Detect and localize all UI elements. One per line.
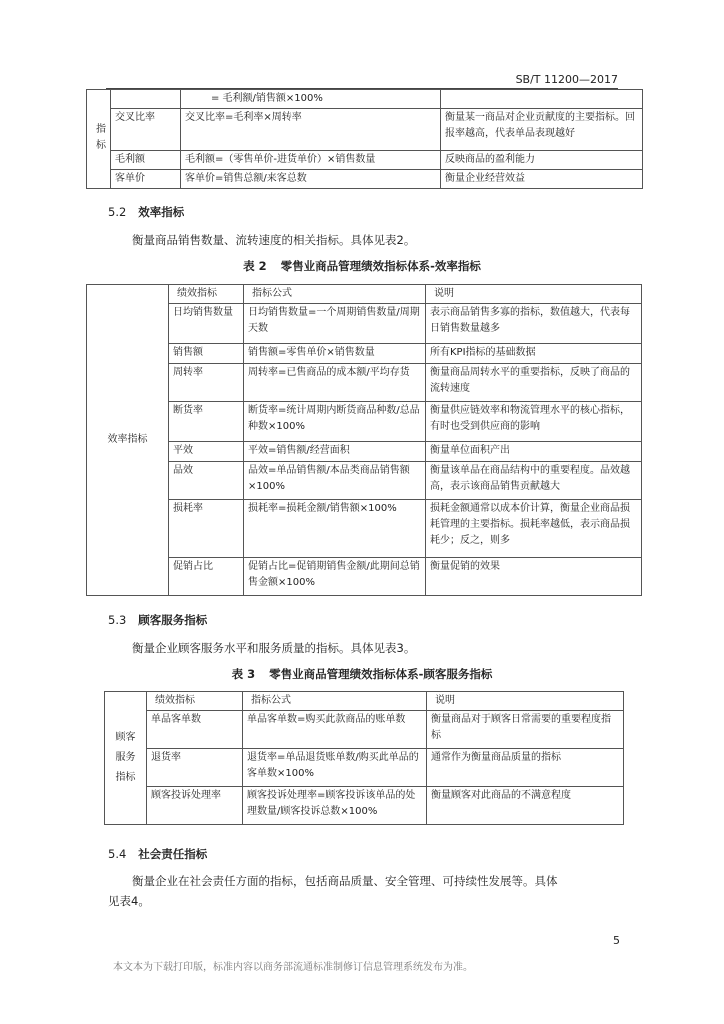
table2-formula: 断货率=统计周期内断货商品种数/总品种数×100% [244,402,426,442]
table-row [87,344,642,364]
table-3 [104,691,624,825]
table2-formula: 品效=单品销售额/本品类商品销售额×100% [244,462,426,500]
table2-formula: 平效=销售额/经营面积 [244,442,426,462]
caption-text: 零售业商品管理绩效指标体系-顾客服务指标 [269,667,493,681]
table-row [87,402,642,442]
caption-number: 表 3 [231,667,256,681]
table1-formula: 交叉比率=毛利率×周转率 [181,109,441,151]
table2-name: 周转率 [169,364,244,402]
section-title: 顾客服务指标 [138,613,208,627]
section-number: 5.3 [108,613,127,627]
table1-desc: 反映商品的盈利能力 [441,151,643,170]
table3-name: 单品客单数 [147,711,243,749]
column-header: 指标公式 [244,285,426,304]
table2-name: 品效 [169,462,244,500]
table-1 [86,89,643,189]
caption-number: 表 2 [243,259,267,273]
table2-desc: 损耗金额通常以成本价计算，衡量企业商品损耗管理的主要指标。损耗率越低，表示商品损耗少；反之，则多 [426,500,642,558]
table2-name: 平效 [169,442,244,462]
table3-formula: 顾客投诉处理率=顾客投诉该单品的处理数量/顾客投诉总数×100% [243,787,427,825]
table-2-caption [0,258,724,274]
table2-desc: 衡量该单品在商品结构中的重要程度。品效越高，表示该商品销售贡献越大 [426,462,642,500]
table-header-row [105,692,624,711]
footer-notice: 本文本为下载打印版，标准内容以商务部流通标准制修订信息管理系统发布为准。 [113,962,473,973]
section-5-4-heading [108,846,207,862]
table1-name: 客单价 [111,170,181,189]
section-title: 效率指标 [138,205,185,219]
table2-desc: 衡量促销的效果 [426,558,642,596]
table-row [105,749,624,787]
section-5-2-paragraph: 衡量商品销售数量、流转速度的相关指标。具体见表2。 [132,233,416,247]
table-2 [86,284,642,596]
column-header: 绩效指标 [169,285,244,304]
table-row [87,109,643,151]
section-title: 社会责任指标 [138,847,208,861]
table-row [87,364,642,402]
table2-formula: 周转率=已售商品的成本额/平均存货 [244,364,426,402]
table-row [87,90,643,109]
table3-desc: 衡量顾客对此商品的不满意程度 [427,787,624,825]
table2-name: 日均销售数量 [169,304,244,344]
section-5-3-paragraph: 衡量企业顾客服务水平和服务质量的指标。具体见表3。 [132,641,416,655]
table2-desc: 表示商品销售多寡的指标，数值越大，代表每日销售数量越多 [426,304,642,344]
column-header: 绩效指标 [147,692,243,711]
section-5-4-paragraph-line1: 衡量企业在社会责任方面的指标，包括商品质量、安全管理、可持续性发展等。具体 [132,874,558,888]
section-number: 5.4 [108,847,127,861]
table2-name: 断货率 [169,402,244,442]
table3-formula: 单品客单数=购买此款商品的账单数 [243,711,427,749]
table-row [87,462,642,500]
table3-name: 顾客投诉处理率 [147,787,243,825]
standard-code: SB/T 11200—2017 [515,73,618,86]
section-number: 5.2 [108,205,127,219]
table3-formula: 退货率=单品退货账单数/购买此单品的客单数×100% [243,749,427,787]
table3-desc: 通常作为衡量商品质量的指标 [427,749,624,787]
table-row [87,170,643,189]
caption-text: 零售业商品管理绩效指标体系-效率指标 [280,259,481,273]
table2-formula: 销售额=零售单价×销售数量 [244,344,426,364]
table-row [87,304,642,344]
table2-name: 销售额 [169,344,244,364]
table1-desc [441,90,643,109]
table3-desc: 衡量商品对于顾客日常需要的重要程度指标 [427,711,624,749]
table-row [87,151,643,170]
page-number: 5 [613,934,620,947]
table1-desc: 衡量某一商品对企业贡献度的主要指标。回报率越高，代表单品表现越好 [441,109,643,151]
table1-desc: 衡量企业经营效益 [441,170,643,189]
table2-name: 促销占比 [169,558,244,596]
table1-formula: 客单价=销售总额/来客总数 [181,170,441,189]
table1-category: 指标 [87,90,111,189]
table-3-caption [0,666,724,682]
table-row [87,500,642,558]
table2-desc: 衡量商品周转水平的重要指标，反映了商品的流转速度 [426,364,642,402]
table1-name: 毛利额 [111,151,181,170]
table2-name: 损耗率 [169,500,244,558]
table-header-row [87,285,642,304]
table-row [87,558,642,596]
table3-category: 顾客服务指标 [105,692,147,825]
table1-name: 交叉比率 [111,109,181,151]
section-5-4-paragraph-line2: 见表4。 [108,894,150,908]
table1-formula: = 毛利额/销售额×100% [181,90,441,109]
table-row [105,787,624,825]
table2-formula: 损耗率=损耗金额/销售额×100% [244,500,426,558]
table-row [87,442,642,462]
table2-desc: 衡量单位面积产出 [426,442,642,462]
column-header: 说明 [426,285,642,304]
table2-desc: 衡量供应链效率和物流管理水平的核心指标，有时也受到供应商的影响 [426,402,642,442]
table1-name [111,90,181,109]
column-header: 说明 [427,692,624,711]
section-5-2-heading [108,204,184,220]
table2-formula: 日均销售数量=一个周期销售数量/周期天数 [244,304,426,344]
table2-formula: 促销占比=促销期销售金额/此期间总销售金额×100% [244,558,426,596]
column-header: 指标公式 [243,692,427,711]
table2-desc: 所有KPI指标的基础数据 [426,344,642,364]
table2-category: 效率指标 [87,285,169,596]
table1-formula: 毛利额=（零售单价-进货单价）×销售数量 [181,151,441,170]
table-row [105,711,624,749]
table3-name: 退货率 [147,749,243,787]
section-5-3-heading [108,612,207,628]
